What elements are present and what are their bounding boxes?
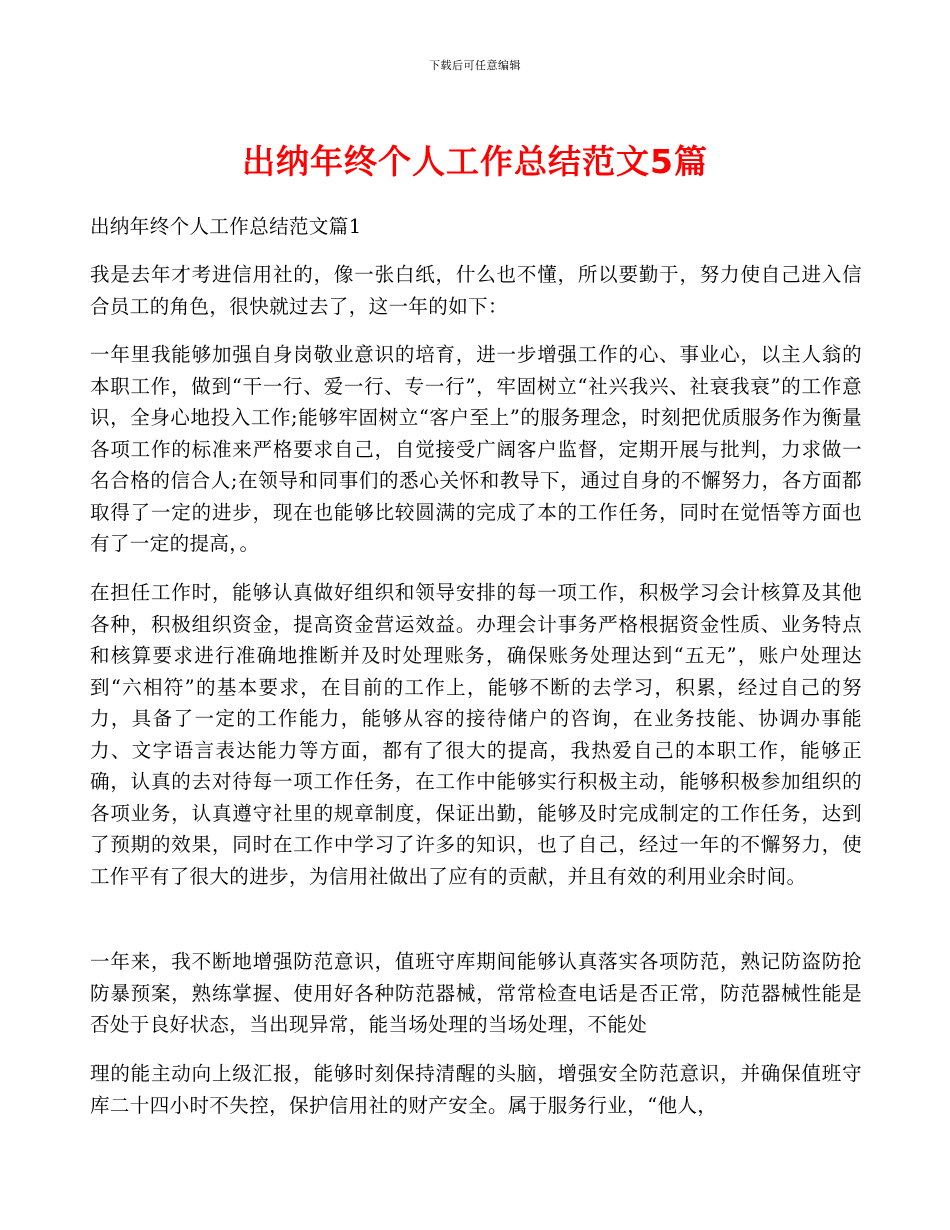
paragraph-4: 一年来，我不断地增强防范意识，值班守库期间能够认真落实各项防范，熟记防盗防抢防暴预案，熟练掌握、使用好各种防范器械，常常检查电话是否正常，防范器械性能是否处于良好状态，当出现异常，能当场处理的当场处理，不能处 <box>90 950 862 1036</box>
header-note: 下载后可任意编辑 <box>429 59 521 72</box>
paragraph-2: 一年里我能够加强自身岗敬业意识的培育，进一步增强工作的心、事业心，以主人翁的本职工作，做到“干一行、爱一行、专一行”，牢固树立“社兴我兴、社衰我衰”的工作意识，全身心地投入工作;能够牢固树立“客户至上”的服务理念，时刻把优质服务作为衡量各项工作的标准来严格要求自己，自觉接受广阔客户监督，定期开展与批判，力求做一名合格的信合人;在领导和同事们的悉心关怀和教导下，通过自身的不懈努力，各方面都取得了一定的进步，现在也能够比较圆满的完成了本的工作任务，同时在觉悟等方面也有了一定的提高，。 <box>90 343 862 555</box>
paragraph-3: 在担任工作时，能够认真做好组织和领导安排的每一项工作，积极学习会计核算及其他各种，积极组织资金，提高资金营运效益。办理会计事务严格根据资金性质、业务特点和核算要求进行准确地推断并及时处理账务，确保账务处理达到“五无”，账户处理达到“六相符”的基本要求，在目前的工作上，能够不断的去学习，积累，经过自己的努力，具备了一定的工作能力，能够从容的接待储户的咨询，在业务技能、协调办事能力、文字语言表达能力等方面，都有了很大的提高，我热爱自己的本职工作，能够正确，认真的去对待每一项工作任务，在工作中能够实行积极主动，能够积极参加组织的各项业务，认真遵守社里的规章制度，保证出勤，能够及时完成制定的工作任务，达到了预期的效果，同时在工作中学习了许多的知识，也了自己，经过一年的不懈努力，使工作平有了很大的进步，为信用社做出了应有的贡献，并且有效的利用业余时间。 <box>90 581 862 888</box>
document-title: 出纳年终个人工作总结范文5篇 <box>242 142 708 181</box>
section-heading: 出纳年终个人工作总结范文篇1 <box>90 215 362 238</box>
paragraph-1: 我是去年才考进信用社的，像一张白纸，什么也不懂，所以要勤于，努力使自己进入信合员工的角色，很快就过去了，这一年的如下： <box>90 263 862 318</box>
paragraph-5: 理的能主动向上级汇报，能够时刻保持清醒的头脑，增强安全防范意识，并确保值班守库二十四小时不失控，保护信用社的财产安全。属于服务行业，“他人， <box>90 1062 862 1117</box>
